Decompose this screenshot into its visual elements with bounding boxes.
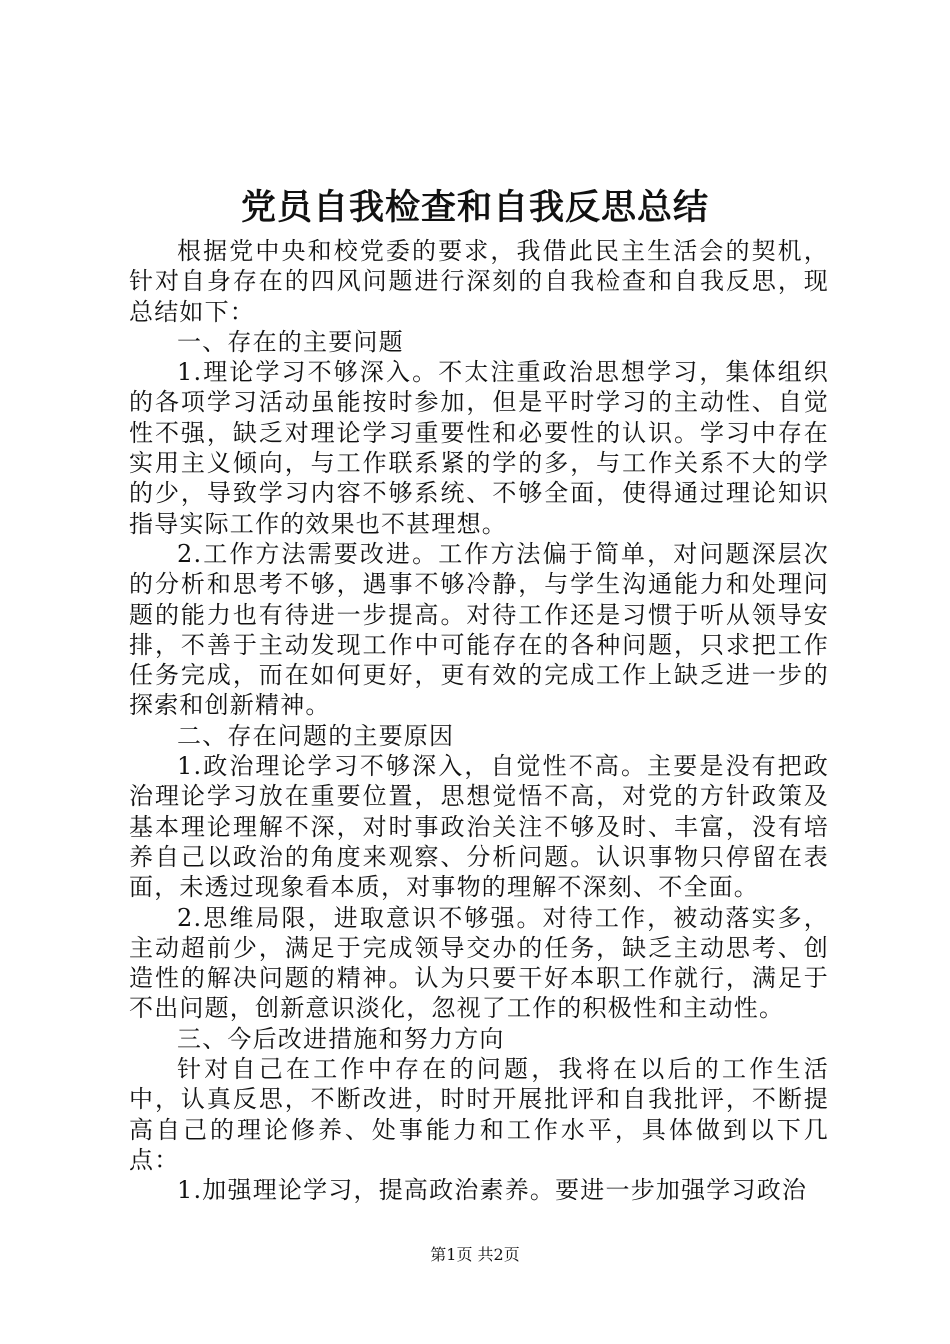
paragraph-measure-1: 1.加强理论学习，提高政治素养。要进一步加强学习政治 bbox=[177, 1176, 808, 1205]
paragraph-intro: 根据党中央和校党委的要求，我借此民主生活会的契机，针对自身存在的四风问题进行深刻的自我检查和自我反思，现总结如下： bbox=[129, 237, 829, 326]
document-title: 党员自我检查和自我反思总结 bbox=[240, 187, 709, 228]
paragraph-problem-2: 2.工作方法需要改进。工作方法偏于简单，对问题深层次的分析和思考不够，遇事不够冷静，与学生沟通能力和处理问题的能力也有待进一步提高。对待工作还是习惯于听从领导安排，不善于主动发现工作中可能存在的各种问题，只求把工作任务完成，而在如何更好，更有效的完成工作上缺乏进一步的探索和创新精神。 bbox=[129, 539, 829, 720]
paragraph-measures-intro: 针对自己在工作中存在的问题，我将在以后的工作生活中，认真反思，不断改进，时时开展批评和自我批评，不断提高自己的理论修养、处事能力和工作水平，具体做到以下几点： bbox=[129, 1055, 829, 1174]
page-footer: 第1页 共2页 bbox=[430, 1245, 520, 1264]
section-heading-1: 一、存在的主要问题 bbox=[177, 327, 404, 356]
section-heading-3: 三、今后改进措施和努力方向 bbox=[177, 1024, 505, 1053]
section-heading-2: 二、存在问题的主要原因 bbox=[177, 721, 455, 750]
paragraph-cause-1: 1.政治理论学习不够深入，自觉性不高。主要是没有把政治理论学习放在重要位置，思想觉悟不高，对党的方针政策及基本理论理解不深，对时事政治关注不够及时、丰富，没有培养自己以政治的角度来观察、分析问题。认识事物只停留在表面，未透过现象看本质，对事物的理解不深刻、不全面。 bbox=[129, 752, 829, 902]
document-body bbox=[129, 236, 829, 1206]
paragraph-problem-1: 1.理论学习不够深入。不太注重政治思想学习，集体组织的各项学习活动虽能按时参加，但是平时学习的主动性、自觉性不强，缺乏对理论学习重要性和必要性的认识。学习中存在实用主义倾向，与工作联系紧的学的多，与工作关系不大的学的少，导致学习内容不够系统、不够全面，使得通过理论知识指导实际工作的效果也不甚理想。 bbox=[129, 358, 829, 538]
paragraph-cause-2: 2.思维局限，进取意识不够强。对待工作，被动落实多，主动超前少，满足于完成领导交办的任务，缺乏主动思考、创造性的解决问题的精神。认为只要干好本职工作就行，满足于不出问题，创新意识淡化，忽视了工作的积极性和主动性。 bbox=[129, 903, 829, 1023]
